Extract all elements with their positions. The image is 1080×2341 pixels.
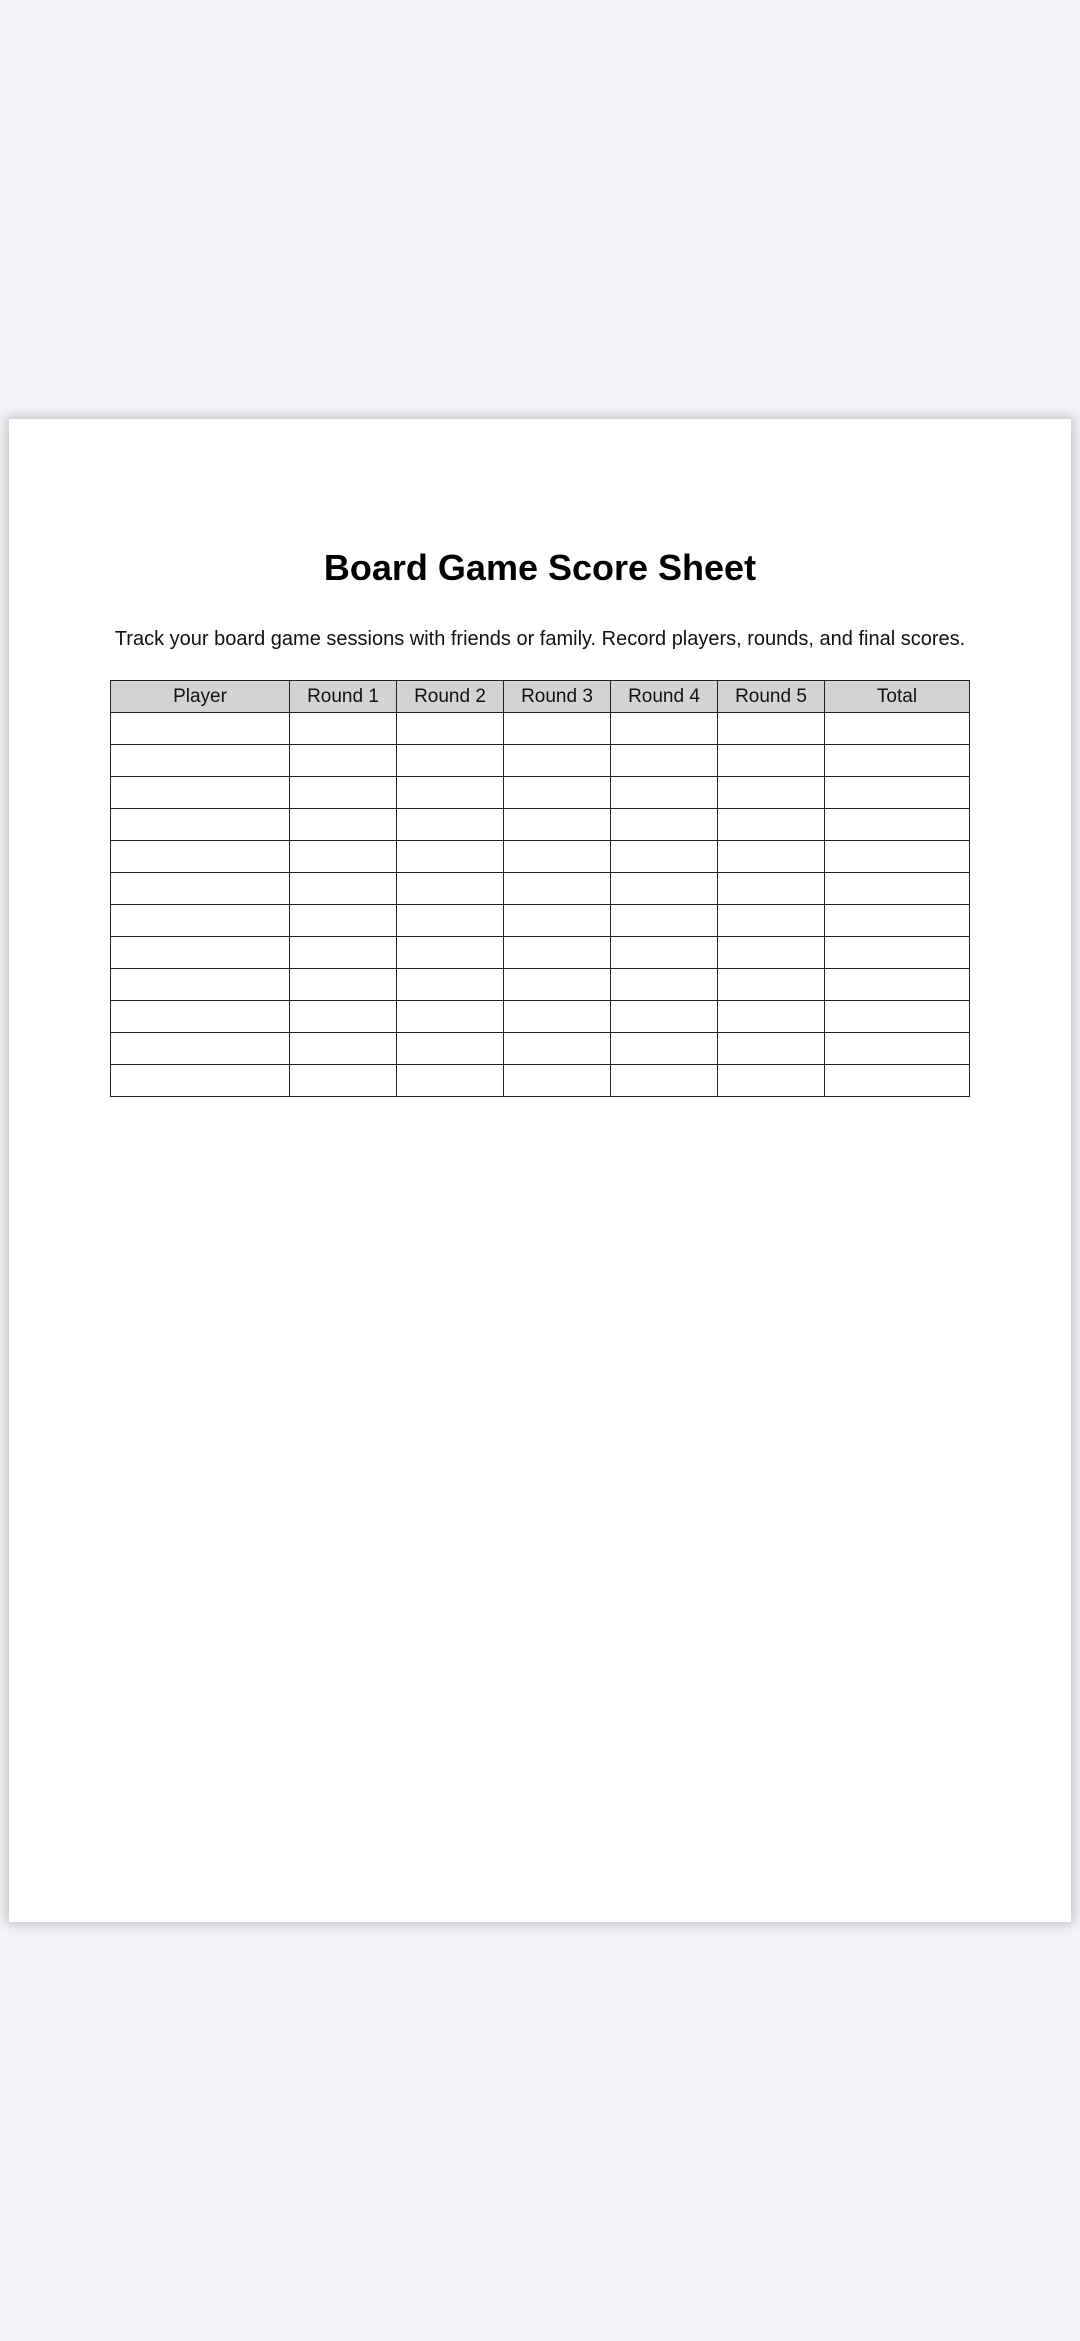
score-cell-round-4[interactable] — [611, 905, 718, 937]
score-cell-round-2[interactable] — [397, 777, 504, 809]
score-cell-total[interactable] — [825, 1001, 970, 1033]
score-cell-round-1[interactable] — [290, 841, 397, 873]
score-cell-round-3[interactable] — [504, 1033, 611, 1065]
score-cell-round-3[interactable] — [504, 873, 611, 905]
document-page — [9, 419, 1071, 1922]
score-cell-total[interactable] — [825, 873, 970, 905]
score-cell-player[interactable] — [111, 777, 290, 809]
score-cell-round-1[interactable] — [290, 1033, 397, 1065]
score-cell-total[interactable] — [825, 777, 970, 809]
score-cell-total[interactable] — [825, 905, 970, 937]
score-cell-round-4[interactable] — [611, 969, 718, 1001]
score-cell-round-5[interactable] — [718, 1033, 825, 1065]
score-cell-round-3[interactable] — [504, 809, 611, 841]
score-cell-player[interactable] — [111, 937, 290, 969]
score-table — [110, 680, 970, 1097]
score-cell-round-3[interactable] — [504, 841, 611, 873]
page-title: Board Game Score Sheet — [323, 547, 757, 588]
score-cell-round-3[interactable] — [504, 1001, 611, 1033]
score-cell-player[interactable] — [111, 1065, 290, 1097]
score-cell-total[interactable] — [825, 937, 970, 969]
table-row — [111, 745, 970, 777]
score-cell-player[interactable] — [111, 841, 290, 873]
score-cell-round-1[interactable] — [290, 873, 397, 905]
score-cell-round-4[interactable] — [611, 713, 718, 745]
column-header-round-3: Round 3 — [504, 681, 611, 713]
score-cell-round-5[interactable] — [718, 969, 825, 1001]
score-cell-round-4[interactable] — [611, 841, 718, 873]
table-row — [111, 841, 970, 873]
score-cell-round-5[interactable] — [718, 809, 825, 841]
table-row — [111, 713, 970, 745]
score-cell-round-1[interactable] — [290, 905, 397, 937]
score-cell-round-4[interactable] — [611, 809, 718, 841]
score-cell-round-5[interactable] — [718, 937, 825, 969]
score-cell-round-5[interactable] — [718, 777, 825, 809]
score-cell-total[interactable] — [825, 809, 970, 841]
score-cell-round-4[interactable] — [611, 1033, 718, 1065]
score-cell-round-3[interactable] — [504, 969, 611, 1001]
score-cell-total[interactable] — [825, 969, 970, 1001]
score-cell-round-1[interactable] — [290, 969, 397, 1001]
score-cell-round-5[interactable] — [718, 1065, 825, 1097]
score-cell-round-3[interactable] — [504, 745, 611, 777]
score-cell-round-2[interactable] — [397, 905, 504, 937]
score-cell-round-1[interactable] — [290, 777, 397, 809]
score-cell-round-3[interactable] — [504, 1065, 611, 1097]
score-cell-round-4[interactable] — [611, 1001, 718, 1033]
score-cell-total[interactable] — [825, 1033, 970, 1065]
score-cell-round-2[interactable] — [397, 745, 504, 777]
score-cell-round-5[interactable] — [718, 713, 825, 745]
table-row — [111, 1065, 970, 1097]
score-cell-round-1[interactable] — [290, 1065, 397, 1097]
score-cell-round-2[interactable] — [397, 809, 504, 841]
score-cell-round-1[interactable] — [290, 937, 397, 969]
table-row — [111, 1001, 970, 1033]
score-cell-round-2[interactable] — [397, 1033, 504, 1065]
score-cell-player[interactable] — [111, 809, 290, 841]
score-cell-player[interactable] — [111, 745, 290, 777]
score-cell-round-3[interactable] — [504, 937, 611, 969]
column-header-round-2: Round 2 — [397, 681, 504, 713]
score-cell-round-3[interactable] — [504, 777, 611, 809]
table-row — [111, 809, 970, 841]
table-row — [111, 905, 970, 937]
score-cell-round-3[interactable] — [504, 713, 611, 745]
score-cell-total[interactable] — [825, 713, 970, 745]
table-row — [111, 1033, 970, 1065]
table-row — [111, 873, 970, 905]
table-row — [111, 969, 970, 1001]
score-cell-round-2[interactable] — [397, 969, 504, 1001]
score-cell-round-1[interactable] — [290, 1001, 397, 1033]
score-cell-round-2[interactable] — [397, 713, 504, 745]
column-header-player: Player — [111, 681, 290, 713]
column-header-round-4: Round 4 — [611, 681, 718, 713]
score-cell-round-2[interactable] — [397, 873, 504, 905]
score-table-body — [111, 713, 970, 1097]
score-cell-player[interactable] — [111, 713, 290, 745]
score-cell-player[interactable] — [111, 905, 290, 937]
score-cell-round-5[interactable] — [718, 1001, 825, 1033]
score-cell-round-5[interactable] — [718, 745, 825, 777]
score-cell-round-3[interactable] — [504, 905, 611, 937]
score-cell-round-1[interactable] — [290, 809, 397, 841]
page-description: Track your board game sessions with friends or family. Record players, rounds, and final scores. — [114, 628, 966, 650]
score-cell-round-4[interactable] — [611, 873, 718, 905]
score-cell-round-2[interactable] — [397, 841, 504, 873]
score-cell-round-2[interactable] — [397, 1065, 504, 1097]
score-cell-round-2[interactable] — [397, 937, 504, 969]
score-cell-round-2[interactable] — [397, 1001, 504, 1033]
score-cell-player[interactable] — [111, 1033, 290, 1065]
score-cell-round-4[interactable] — [611, 1065, 718, 1097]
score-cell-round-4[interactable] — [611, 777, 718, 809]
score-cell-round-1[interactable] — [290, 713, 397, 745]
score-cell-player[interactable] — [111, 1001, 290, 1033]
score-cell-round-4[interactable] — [611, 937, 718, 969]
score-cell-round-5[interactable] — [718, 905, 825, 937]
column-header-total: Total — [825, 681, 970, 713]
column-header-round-1: Round 1 — [290, 681, 397, 713]
score-cell-total[interactable] — [825, 841, 970, 873]
score-cell-total[interactable] — [825, 1065, 970, 1097]
score-cell-round-4[interactable] — [611, 745, 718, 777]
table-header-row — [111, 681, 970, 713]
score-cell-total[interactable] — [825, 745, 970, 777]
score-cell-round-5[interactable] — [718, 841, 825, 873]
score-cell-player[interactable] — [111, 969, 290, 1001]
column-header-round-5: Round 5 — [718, 681, 825, 713]
table-row — [111, 777, 970, 809]
score-cell-round-5[interactable] — [718, 873, 825, 905]
score-cell-round-1[interactable] — [290, 745, 397, 777]
score-cell-player[interactable] — [111, 873, 290, 905]
table-row — [111, 937, 970, 969]
